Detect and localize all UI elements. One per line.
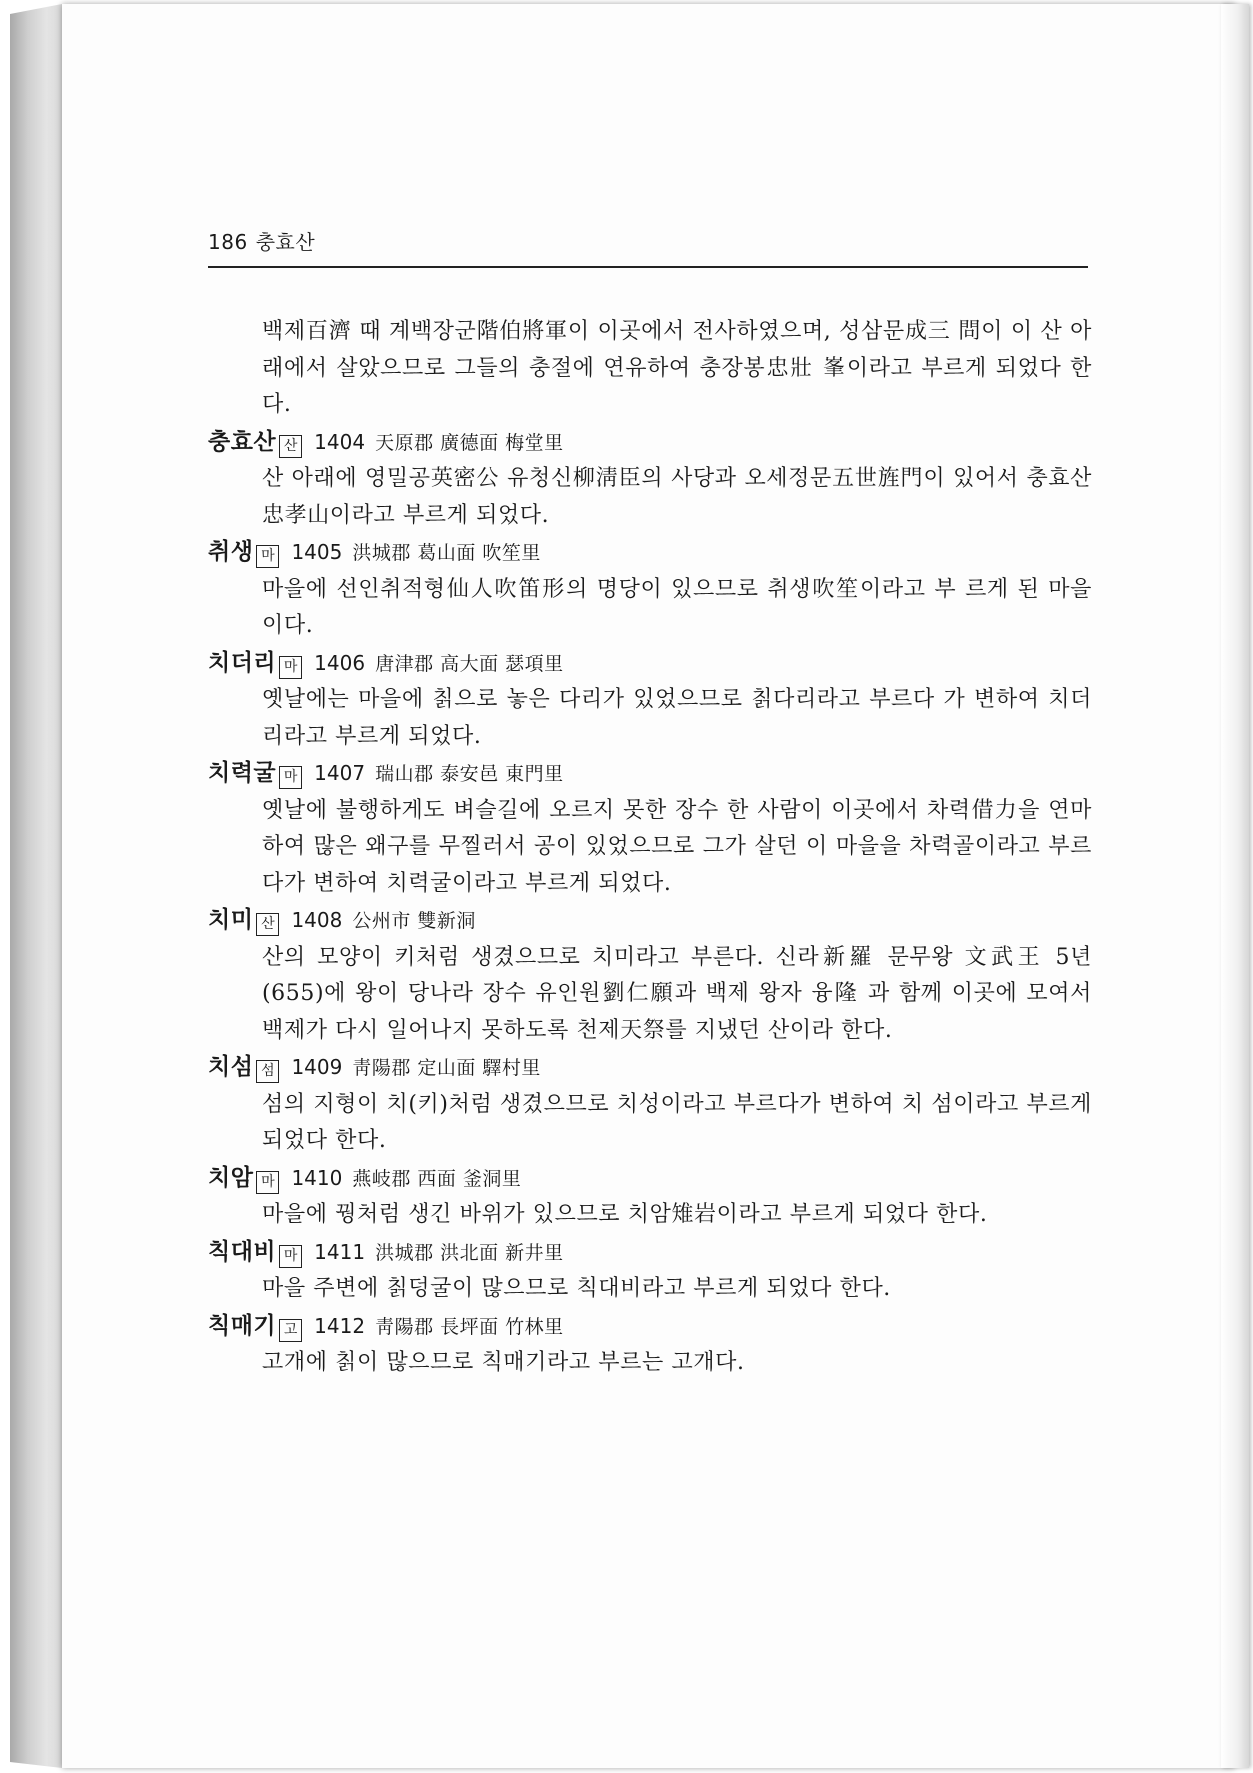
entry-location: 唐津郡 高大面 瑟項里: [375, 652, 564, 675]
text-line: 옛날에 불행하게도 벼슬길에 오르지 못한 장수 한 사람이 이곳에서: [262, 797, 919, 823]
entry-1407: [208, 755, 1092, 902]
entry-description: [208, 461, 1092, 534]
entry-location: 洪城郡 葛山面 吹笙里: [352, 542, 541, 564]
category-badge: 산: [279, 435, 302, 458]
entry-number: 1409: [291, 1055, 343, 1079]
text-line: 백제百濟 때 계백장군階伯將軍이 이곳에서 전사하였으며, 성삼문成三: [262, 319, 951, 344]
entry-number: 1412: [314, 1313, 366, 1338]
book-spine: [10, 4, 62, 1768]
text-line: 있어서 충효산忠孝山이라고 부르게 되었다.: [262, 466, 1092, 528]
category-badge: 마: [256, 1171, 279, 1194]
page-content: [208, 314, 1092, 1382]
entry-number: 1407: [314, 761, 366, 785]
entry-description: [208, 940, 1092, 1050]
entry-1405: [208, 534, 1092, 645]
entry-number: 1405: [291, 540, 343, 564]
text-line: 산의 모양이 키처럼 생겼으므로 치미라고 부른다. 신라新羅 문무왕: [262, 944, 954, 970]
text-line: 마을에 꿩처럼 생긴 바위가 있으므로 치암雉岩이라고 부르게 되었다: [262, 1202, 929, 1227]
text-line: 問이 이 산 아래에서 살았으므로 그들의 충절에 연유하여 충장봉忠壯: [262, 319, 1092, 381]
category-badge: 마: [256, 545, 279, 568]
category-badge: 산: [256, 913, 279, 936]
entry-heading: [208, 534, 1092, 572]
entry-1410: [208, 1160, 1092, 1234]
entry-heading: [208, 1234, 1092, 1272]
text-line: 되었다.: [598, 870, 672, 896]
entry-name: 치더리: [208, 649, 277, 676]
entry-location: 公州市 雙新洞: [352, 910, 476, 932]
section-title: 충효산: [255, 230, 316, 254]
entry-number: 1408: [291, 908, 343, 932]
entry-number: 1410: [291, 1165, 343, 1190]
entry-1409: [208, 1049, 1092, 1160]
entry-heading: [208, 755, 1092, 793]
text-line: 차력借力을 연마하여 많은 왜구를 무찔러서 공이 있었으므로 그가: [262, 797, 1093, 859]
entry-description: [208, 1345, 1092, 1382]
entry-description: [208, 1087, 1092, 1160]
entry-heading: [208, 645, 1092, 683]
entry-description: [208, 572, 1092, 645]
text-line: 한다.: [936, 1202, 988, 1227]
entry-name: 치섬: [208, 1054, 254, 1080]
entry-name: 충효산: [208, 428, 277, 455]
category-badge: 마: [279, 656, 302, 679]
text-line: 마을 주변에 칡덩굴이 많으므로 칙대비라고 부르게 되었다 한다.: [262, 1276, 891, 1301]
text-line: 文武王 5년(655)에 왕이 당나라 장수 유인원劉仁願과 백제 왕자 융隆: [262, 944, 1093, 1006]
page-edge: [1221, 4, 1249, 1768]
entry-1406: [208, 645, 1092, 756]
category-badge: 섬: [256, 1060, 279, 1083]
entry-1412: [208, 1308, 1092, 1382]
entry-description: [208, 682, 1092, 755]
text-line: 지냈던 산이라 한다.: [694, 1017, 893, 1043]
entry-number: 1411: [314, 1239, 366, 1264]
running-head: [208, 226, 1088, 255]
text-line: 옛날에는 마을에 칡으로 놓은 다리가 있었으므로 칡다리라고 부르다: [262, 687, 935, 712]
entry-location: 靑陽郡 長坪面 竹林里: [375, 1315, 564, 1338]
text-line: 峯이라고 부르게 되었다 한다.: [262, 355, 1093, 417]
entry-heading: [208, 1160, 1092, 1198]
entry-heading: [208, 1049, 1092, 1087]
entry-1411: [208, 1234, 1092, 1308]
text-line: 살던 이 마을을 차력골이라고 부르다가 변하여 치력굴이라고 부르게: [262, 834, 1093, 896]
text-line: 가 변하여 치더리라고 부르게 되었다.: [262, 687, 1092, 749]
entry-1404: [208, 424, 1092, 535]
entry-name: 취생: [208, 539, 254, 565]
entry-name: 치미: [208, 907, 254, 933]
category-badge: 마: [279, 1245, 302, 1268]
entry-heading: [208, 902, 1092, 940]
entry-location: 瑞山郡 泰安邑 東門里: [375, 763, 564, 785]
text-line: 마을에 선인취적형仙人吹笛形의 명당이 있으므로 취생吹笙이라고 부: [262, 576, 957, 602]
text-line: 고개에 칡이 많으므로 칙매기라고 부르는 고개다.: [262, 1350, 745, 1375]
entry-location: 靑陽郡 定山面 驛村里: [352, 1057, 541, 1079]
header-rule: [208, 266, 1088, 268]
entry-1408: [208, 902, 1092, 1049]
entry-number: 1404: [314, 429, 366, 454]
category-badge: 마: [279, 766, 302, 789]
page-number: 186: [208, 230, 248, 254]
text-line: 섬이라고 부르게 되었다 한다.: [262, 1091, 1093, 1153]
text-line: 섬의 지형이 치(키)처럼 생겼으므로 치성이라고 부르다가 변하여 치: [262, 1091, 924, 1117]
text-line: 과 함께 이곳에 모여서 백제가 다시 일어나지 못하도록 천제天祭를: [262, 981, 1092, 1043]
entry-heading: [208, 1308, 1092, 1346]
entry-location: 洪城郡 洪北面 新井里: [375, 1241, 564, 1264]
entry-name: 칙대비: [208, 1238, 277, 1265]
entry-heading: [208, 424, 1092, 462]
entry-description: [208, 793, 1092, 903]
entry-number: 1406: [314, 650, 366, 675]
text-line: 산 아래에 영밀공英密公 유청신柳淸臣의 사당과 오세정문五世旌門이: [262, 466, 946, 491]
entry-description: [208, 1271, 1092, 1308]
entry-name: 치력굴: [208, 760, 277, 786]
entry-location: 天原郡 廣德面 梅堂里: [375, 431, 564, 454]
entry-description: [208, 1197, 1092, 1234]
intro-text: [208, 314, 1092, 424]
category-badge: 고: [279, 1319, 302, 1342]
text-line: 르게 된 마을이다.: [262, 576, 1092, 638]
entry-name: 칙매기: [208, 1312, 277, 1339]
entry-name: 치암: [208, 1164, 254, 1191]
entry-location: 燕岐郡 西面 釜洞里: [352, 1167, 522, 1190]
